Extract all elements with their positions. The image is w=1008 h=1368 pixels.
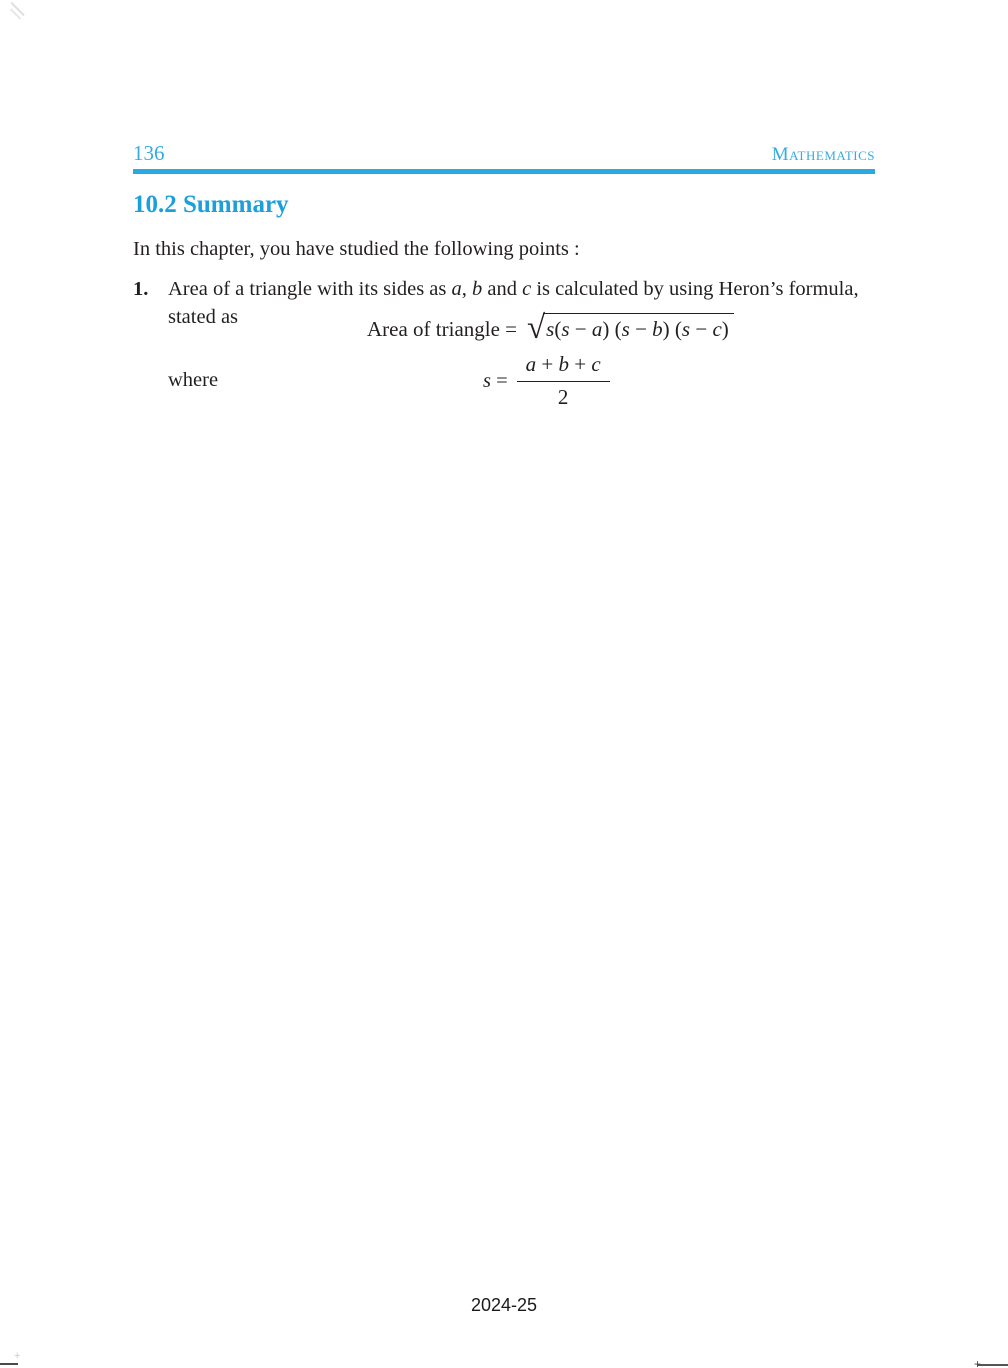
crop-mark-bottom-right-icon xyxy=(977,1364,1008,1366)
list-item-number: 1. xyxy=(133,278,149,301)
list-item-text: Area of a triangle with its sides as a, b and c is calculated by using Heron’s formula, stated as xyxy=(168,278,859,329)
page-content xyxy=(0,0,1008,332)
where-label: where xyxy=(168,369,219,391)
radical-sign-icon: √ xyxy=(527,310,546,346)
formula-lhs: Area of triangle = xyxy=(367,317,518,341)
s-equation-lhs: s = xyxy=(483,369,508,392)
crop-mark-bottom-left-icon xyxy=(0,1363,18,1365)
fraction-denominator: 2 xyxy=(557,385,569,409)
footer-edition-year: 2024-25 xyxy=(470,1295,538,1315)
fraction xyxy=(517,352,610,410)
heron-formula-equation xyxy=(367,310,734,346)
page-header xyxy=(133,141,875,174)
intro-paragraph: In this chapter, you have studied the following points : xyxy=(133,238,580,260)
radicand: s(s − a) (s − b) (s − c) xyxy=(543,313,734,344)
fraction-numerator: a + b + c xyxy=(517,352,610,382)
page-number: 136 xyxy=(133,141,165,165)
semi-perimeter-equation xyxy=(483,352,610,410)
section-title: 10.2 Summary xyxy=(133,191,289,218)
radical-expression xyxy=(527,310,734,346)
running-head-subject: Mathematics xyxy=(771,144,875,165)
